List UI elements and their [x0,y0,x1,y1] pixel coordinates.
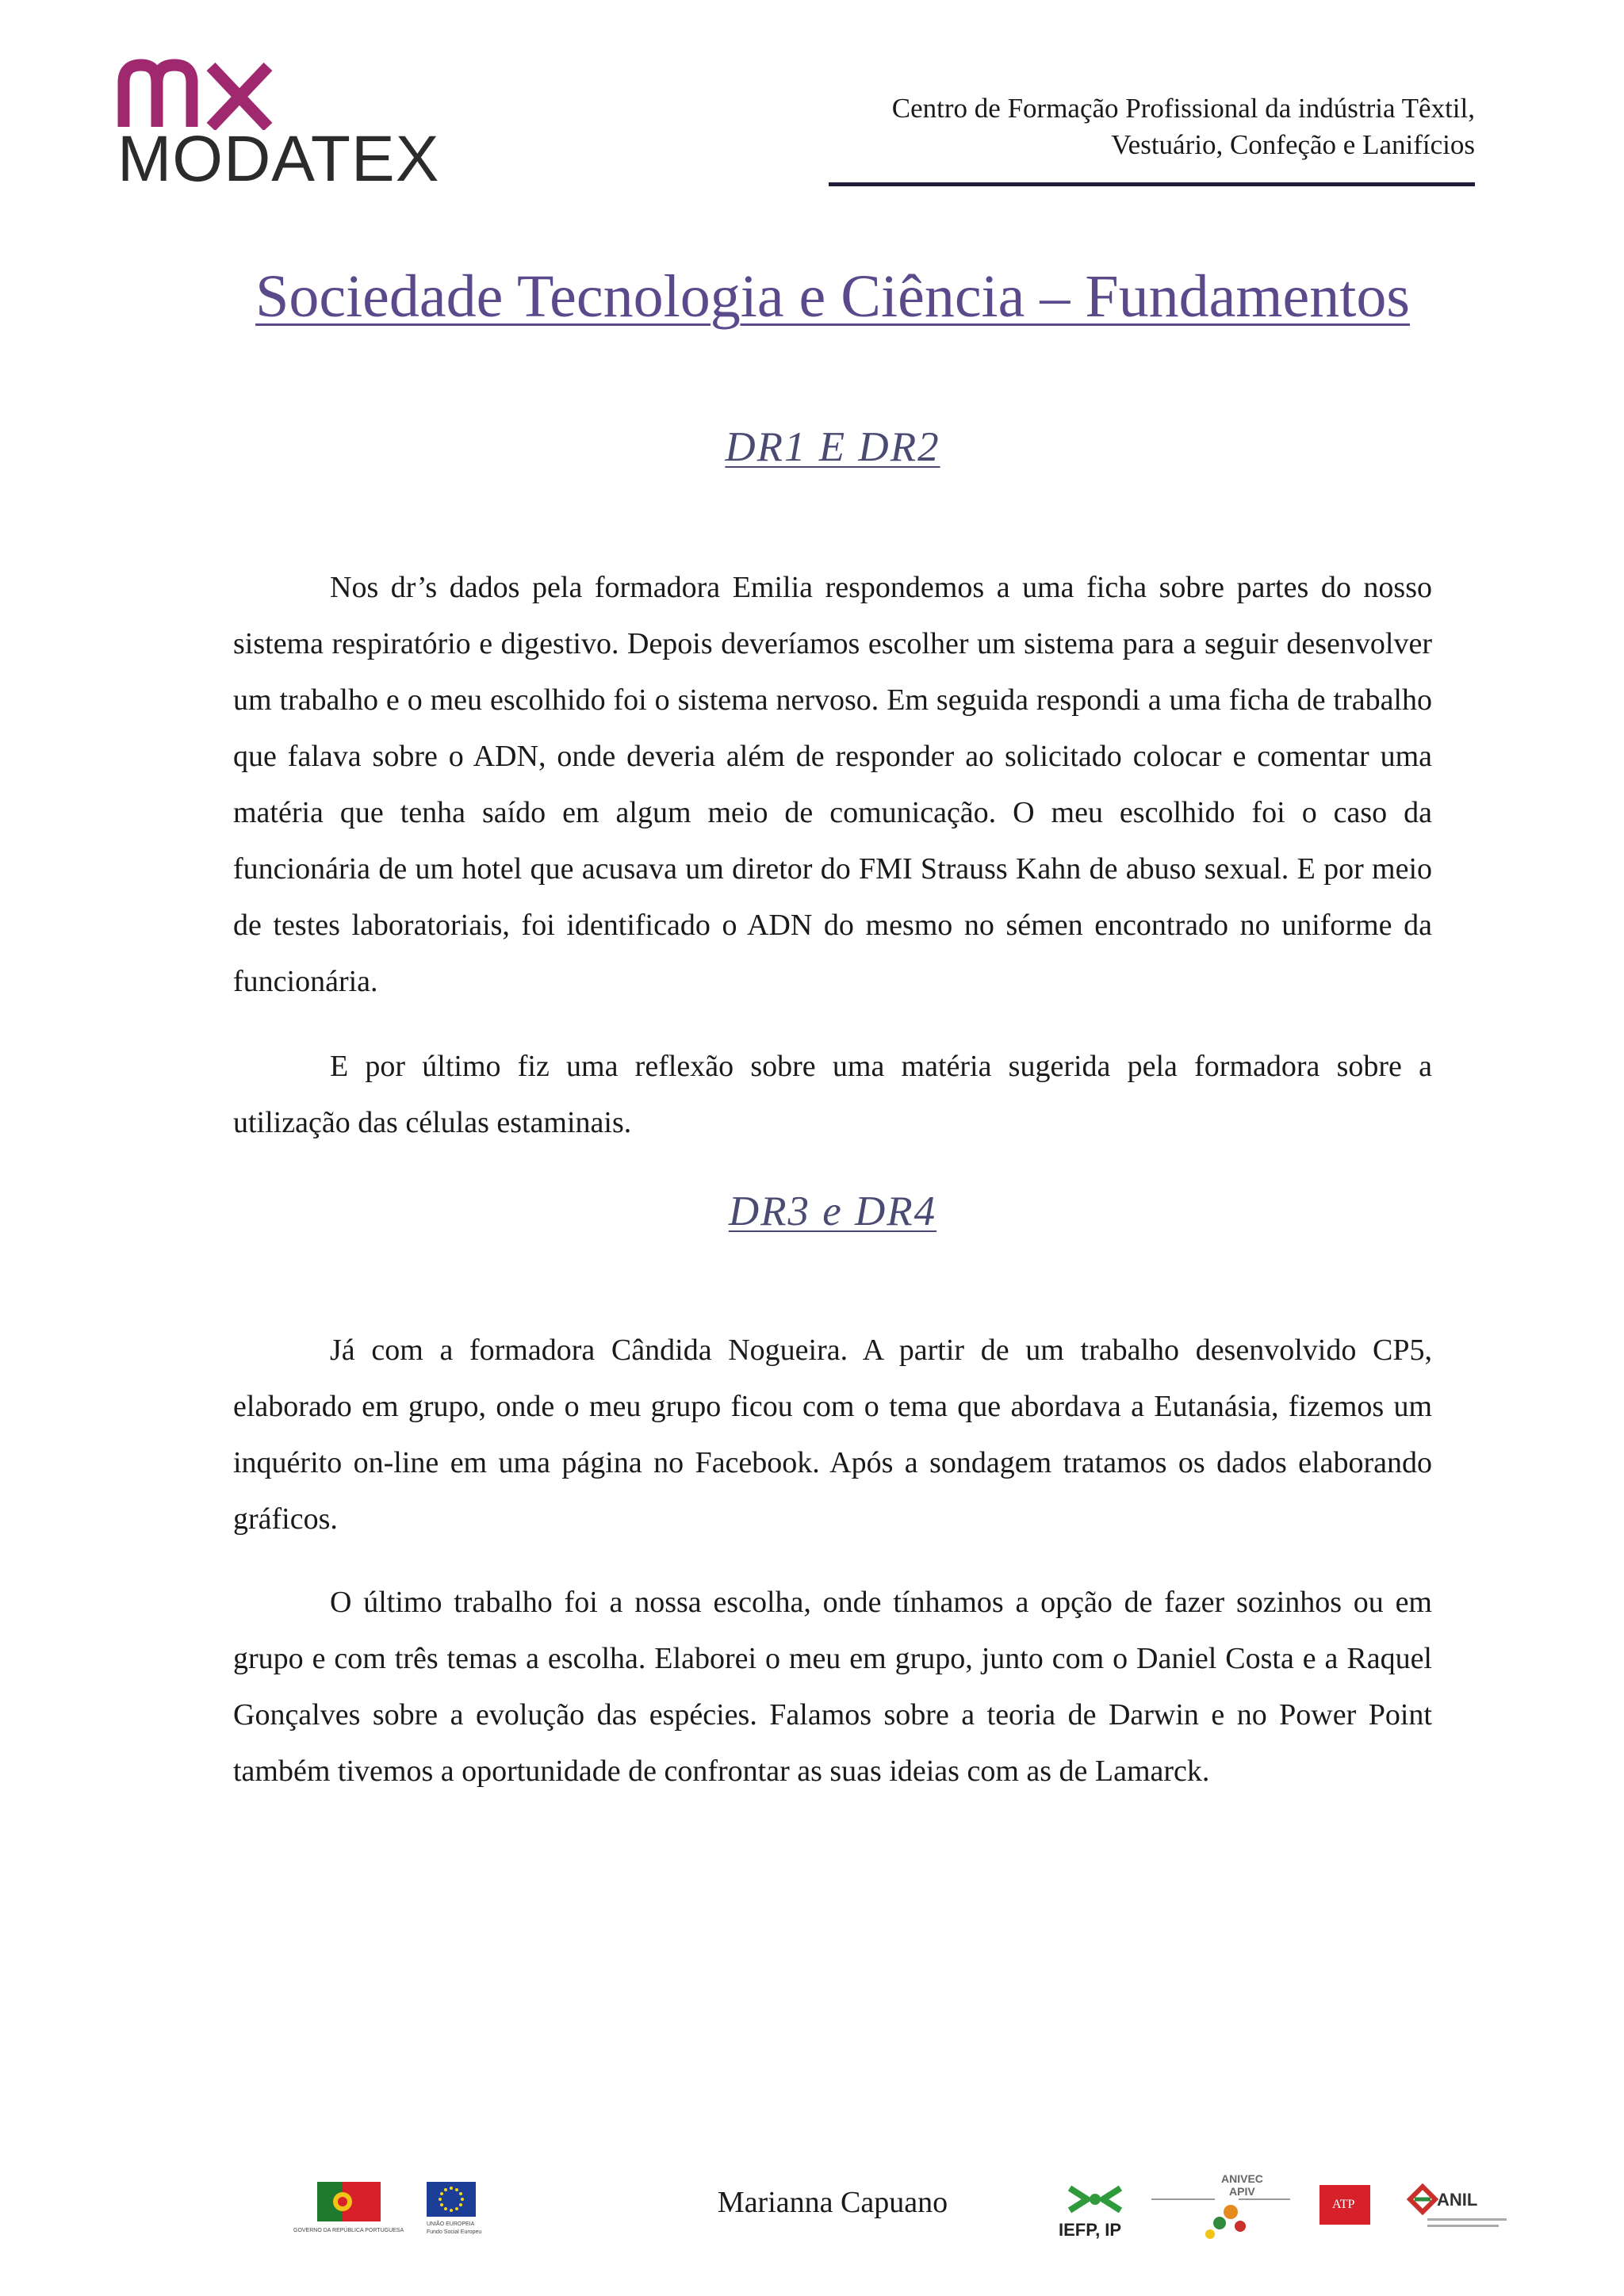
paragraph: Nos dr’s dados pela formadora Emilia respondemos a uma ficha sobre partes do nosso sistema respiratório e digestivo. Depois deveríamos escolher um sistema para a seguir desenvolver um trabalho e o meu escolhido foi o sistema nervoso. Em seguida respondi a uma ficha de trabalho que falava sobre o ADN, onde deveria além de responder ao solicitado colocar e comentar uma matéria que tenha saído em algum meio de comunicação. O meu escolhido foi o caso da funcionária de um hotel que acusava um diretor do FMI Strauss Kahn de abuso sexual. E por meio de testes laboratoriais, foi identificado o ADN do mesmo no sémen encontrado no uniforme da funcionária. [233,571,1432,998]
eu-caption-2: Fundo Social Europeu [427,2229,482,2235]
portugal-flag-icon [317,2182,381,2221]
anil-caption-line [1427,2225,1499,2227]
eu-caption-1: UNIÃO EUROPEIA [427,2221,475,2227]
paragraph: E por último fiz uma reflexão sobre uma matéria sugerida pela formadora sobre a utilização das células estaminais. [233,1050,1432,1139]
anivec-text: ANIVEC [1221,2172,1263,2185]
iefp-text: IEFP, IP [1059,2220,1122,2240]
atp-text: ATP [1332,2198,1355,2211]
portugal-caption: GOVERNO DA REPÚBLICA PORTUGUESA [293,2228,404,2233]
eu-flag-icon [427,2182,476,2217]
european-union-logo [419,2182,490,2237]
anil-logo [1404,2183,1522,2247]
paragraph: O último trabalho foi a nossa escolha, onde tínhamos a opção de fazer sozinhos ou em grupo e com três temas a escolha. Elaborei o meu em grupo, junto com o Daniel Costa e a Raquel Gonçalves sobre a evolução das espécies. Falamos sobre a teoria de Darwin e no Power Point também tivemos a oportunidade de confrontar as suas ideias com as de Lamarck. [233,1586,1432,1788]
mx-logo-mark [117,59,276,130]
org-line-1: Centro de Formação Profissional da indústria Têxtil, [891,93,1475,124]
anil-mark-icon [1407,2183,1438,2215]
anil-text: ANIL [1437,2190,1478,2210]
paragraph: Já com a formadora Cândida Nogueira. A partir de um trabalho desenvolvido CP5, elaborado em grupo, onde o meu grupo ficou com o tema que abordava a Eutanásia, fizemos um inquérito on-line em uma página no Facebook. Após a sondagem tratamos os dados elaborando gráficos. [233,1334,1432,1536]
atp-logo [1320,2185,1375,2241]
anivec-graphic-icon [1151,2195,1294,2242]
portugal-government-logo [293,2182,404,2237]
iefp-mark-icon [1063,2182,1127,2217]
header-divider [829,182,1475,186]
anivec-apiv-logo [1151,2172,1294,2244]
document-title: Sociedade Tecnologia e Ciência – Fundamentos [255,263,1410,330]
iefp-logo [1059,2182,1138,2245]
section-heading-dr3-dr4: DR3 e DR4 [728,1188,937,1234]
organization-name [892,90,1475,163]
author-name: Marianna Capuano [717,2186,948,2219]
logo-wordmark: MODATEX [117,123,440,195]
org-line-2: Vestuário, Confeção e Lanifícios [1111,129,1475,160]
section-heading-dr1-dr2: DR1 E DR2 [725,424,940,470]
anil-caption-line [1427,2218,1507,2221]
modatex-logo [117,59,440,195]
apiv-text: APIV [1229,2185,1255,2198]
